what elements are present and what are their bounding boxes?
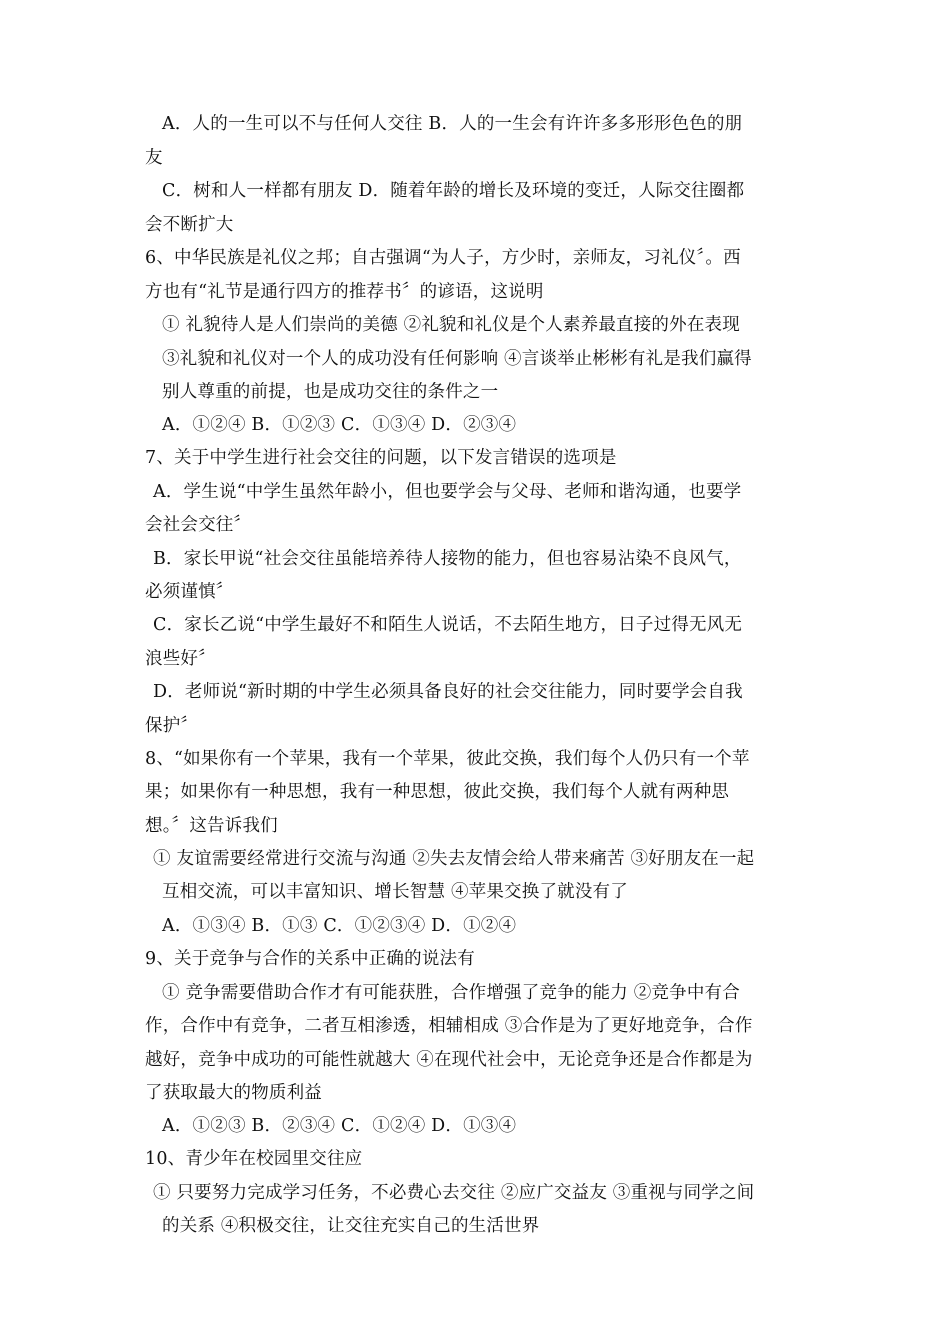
q7-stem: 7、关于中学生进行社会交往的问题，以下发言错误的选项是 xyxy=(145,448,617,468)
q7-option-b-line2: 必须谨慎〞 xyxy=(145,582,234,602)
q7-option-a-line2: 会社会交往〞 xyxy=(145,515,252,535)
q6-statements-line2: ③礼貌和礼仪对一个人的成功没有任何影响 ④言谈举止彬彬有礼是我们赢得 xyxy=(162,349,752,369)
q9-statements-line1: ① 竞争需要借助合作才有可能获胜，合作增强了竞争的能力 ②竞争中有合 xyxy=(162,983,740,1003)
q6-statements-line1: ① 礼貌待人是人们崇尚的美德 ②礼貌和礼仪是个人素养最直接的外在表现 xyxy=(162,315,740,335)
q8-statements-line2: 互相交流，可以丰富知识、增长智慧 ④苹果交换了就没有了 xyxy=(162,882,628,902)
q9-statements-line2: 作，合作中有竞争，二者互相渗透，相辅相成 ③合作是为了更好地竞争，合作 xyxy=(145,1016,753,1036)
q7-option-b-line1: B．家长甲说“社会交往虽能培养待人接物的能力，但也容易沾染不良风气， xyxy=(153,549,742,569)
q5-option-a-b-line1: A．人的一生可以不与任何人交往 B．人的一生会有许许多多形形色色的朋 xyxy=(162,114,743,134)
q9-statements-line3: 越好，竞争中成功的可能性就越大 ④在现代社会中，无论竞争还是合作都是为 xyxy=(145,1050,753,1070)
q5-option-a-b-line2: 友 xyxy=(145,148,163,168)
q7-option-d-line2: 保护〞 xyxy=(145,716,199,736)
q9-options: A．①②③ B．②③④ C．①②④ D．①③④ xyxy=(162,1116,517,1136)
q8-stem-line2: 果；如果你有一种思想，我有一种思想，彼此交换，我们每个人就有两种思 xyxy=(145,782,730,802)
q6-options: A．①②④ B．①②③ C．①③④ D．②③④ xyxy=(162,415,517,435)
q7-option-d-line1: D．老师说“新时期的中学生必须具备良好的社会交往能力，同时要学会自我 xyxy=(153,682,743,702)
q8-statements-line1: ① 友谊需要经常进行交流与沟通 ②失去友情会给人带来痛苦 ③好朋友在一起 xyxy=(153,849,755,869)
q7-option-c-line1: C．家长乙说“中学生最好不和陌生人说话，不去陌生地方，日子过得无风无 xyxy=(153,615,743,635)
q6-stem-line1: 6、中华民族是礼仪之邦；自古强调“为人子，方少时，亲师友，习礼仪〞。西 xyxy=(145,248,741,268)
q8-stem-line3: 想。〞这告诉我们 xyxy=(145,816,278,836)
q10-stem: 10、青少年在校园里交往应 xyxy=(145,1149,363,1169)
q7-option-a-line1: A．学生说“中学生虽然年龄小，但也要学会与父母、老师和谐沟通，也要学 xyxy=(153,482,742,502)
q8-stem-line1: 8、“如果你有一个苹果，我有一个苹果，彼此交换，我们每个人仍只有一个苹 xyxy=(145,749,750,769)
q10-statements-line1: ① 只要努力完成学习任务，不必费心去交往 ②应广交益友 ③重视与同学之间 xyxy=(153,1183,755,1203)
q5-option-c-d-line1: C．树和人一样都有朋友 D．随着年龄的增长及环境的变迁，人际交往圈都 xyxy=(162,181,745,201)
q8-options: A．①③④ B．①③ C．①②③④ D．①②④ xyxy=(162,916,517,936)
q7-option-c-line2: 浪些好〞 xyxy=(145,649,216,669)
q6-stem-line2: 方也有“礼节是通行四方的推荐书〞的谚语，这说明 xyxy=(145,282,544,302)
q10-statements-line2: 的关系 ④积极交往，让交往充实自己的生活世界 xyxy=(162,1216,540,1236)
q5-option-c-d-line2: 会不断扩大 xyxy=(145,215,234,235)
q9-stem: 9、关于竞争与合作的关系中正确的说法有 xyxy=(145,949,475,969)
q9-statements-line4: 了获取最大的物质利益 xyxy=(145,1083,322,1103)
q6-statements-line3: 别人尊重的前提，也是成功交往的条件之一 xyxy=(162,382,499,402)
